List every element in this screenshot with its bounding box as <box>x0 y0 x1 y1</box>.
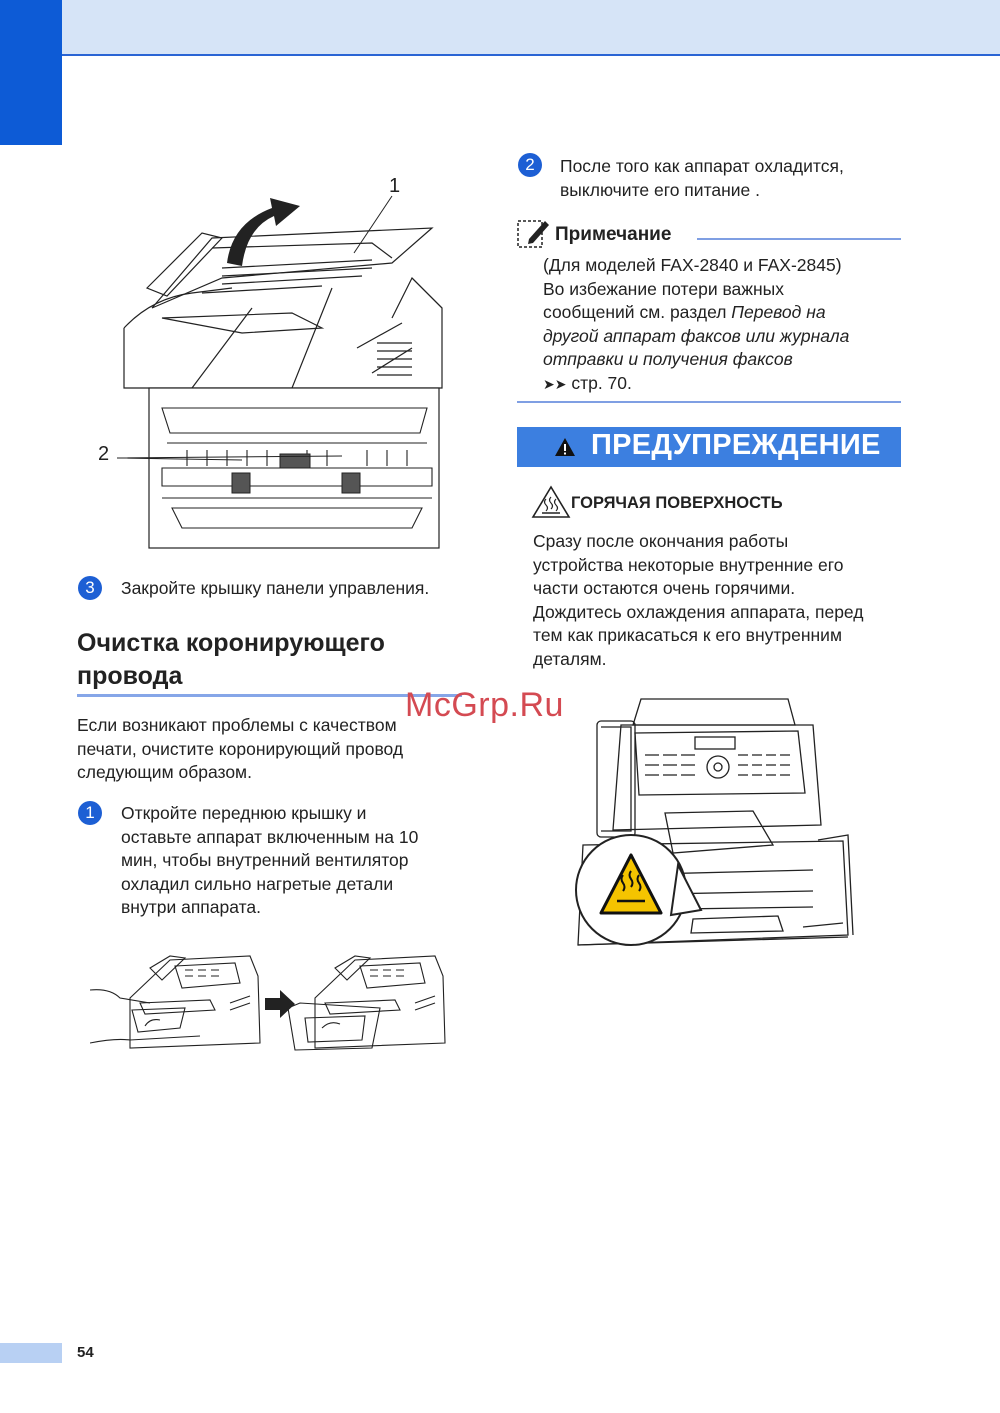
page-ref-text: стр. 70. <box>566 372 632 393</box>
step-1-line: внутри аппарата. <box>121 897 262 917</box>
warning-label: ПРЕДУПРЕЖДЕНИЕ <box>591 429 881 461</box>
hot-machine-figure <box>573 695 858 957</box>
hot-line: устройства некоторые внутренние его <box>533 554 844 575</box>
section-title-line2: провода <box>77 662 183 690</box>
callout-1: 1 <box>389 175 401 197</box>
step-1-number: 1 <box>78 801 102 825</box>
step-3-number: 3 <box>78 576 102 600</box>
warning-banner <box>517 427 901 467</box>
note-link-text: другой аппарат факсов или журнала <box>543 325 850 346</box>
intro-paragraph <box>77 714 403 785</box>
hot-surface-text <box>533 530 864 671</box>
step-1-line: Откройте переднюю крышку и <box>121 803 367 823</box>
page-number: 54 <box>77 1344 94 1361</box>
intro-line: печати, очистите коронирующий провод <box>77 738 404 759</box>
open-front-cover-figure <box>90 948 460 1088</box>
step-1-line: мин, чтобы внутренний вентилятор <box>121 850 409 870</box>
page-ref-arrows-icon: ➤➤ <box>543 375 567 392</box>
note-line <box>543 372 849 397</box>
step-1-line: охладил сильно нагретые детали <box>121 873 394 894</box>
page-number-strip <box>0 1343 62 1363</box>
step-3-text: Закройте крышку панели управления. <box>121 578 430 598</box>
note-line: (Для моделей FAX-2840 и FAX-2845) <box>543 255 842 275</box>
chapter-tab <box>0 0 62 145</box>
step-2-line: После того как аппарат охладится, <box>560 156 844 176</box>
intro-line: следующим образом. <box>77 762 252 782</box>
scanner-open-figure <box>92 168 452 550</box>
note-line <box>543 348 849 372</box>
note-pencil-icon <box>517 217 551 249</box>
step-2-text <box>560 155 844 202</box>
step-1-text <box>121 802 418 920</box>
hot-surface-icon <box>531 485 571 519</box>
hot-line: тем как прикасаться к его внутренним <box>533 625 842 645</box>
note-title-rule <box>697 238 901 240</box>
section-title-line1: Очистка коронирующего <box>77 629 385 657</box>
note-line <box>543 325 849 349</box>
header-band <box>0 0 1000 56</box>
note-bottom-rule <box>517 401 901 403</box>
note-line: Во избежание потери важных <box>543 278 784 299</box>
step-1-line: оставьте аппарат включенным на 10 <box>121 826 419 847</box>
note-text: сообщений см. раздел <box>543 302 732 322</box>
hot-surface-title: ГОРЯЧАЯ ПОВЕРХНОСТЬ <box>571 494 783 512</box>
hot-line: деталям. <box>533 648 607 669</box>
hot-line: части остаются очень горячими. <box>533 578 796 598</box>
note-line <box>543 301 849 325</box>
note-link-text: отправки и получения факсов <box>543 349 793 369</box>
note-body <box>543 254 849 396</box>
hot-line: Сразу после окончания работы <box>533 531 789 551</box>
note-link-text: Перевод на <box>731 302 826 322</box>
hot-line: Дождитесь охлаждения аппарата, перед <box>533 601 864 622</box>
step-2-number: 2 <box>518 153 542 177</box>
step-2-line: выключите его питание . <box>560 179 761 200</box>
warning-triangle-icon <box>554 437 576 457</box>
callout-2: 2 <box>98 443 110 465</box>
watermark: McGrp.Ru <box>405 686 564 724</box>
note-title: Примечание <box>555 224 672 245</box>
intro-line: Если возникают проблемы с качеством <box>77 715 397 735</box>
